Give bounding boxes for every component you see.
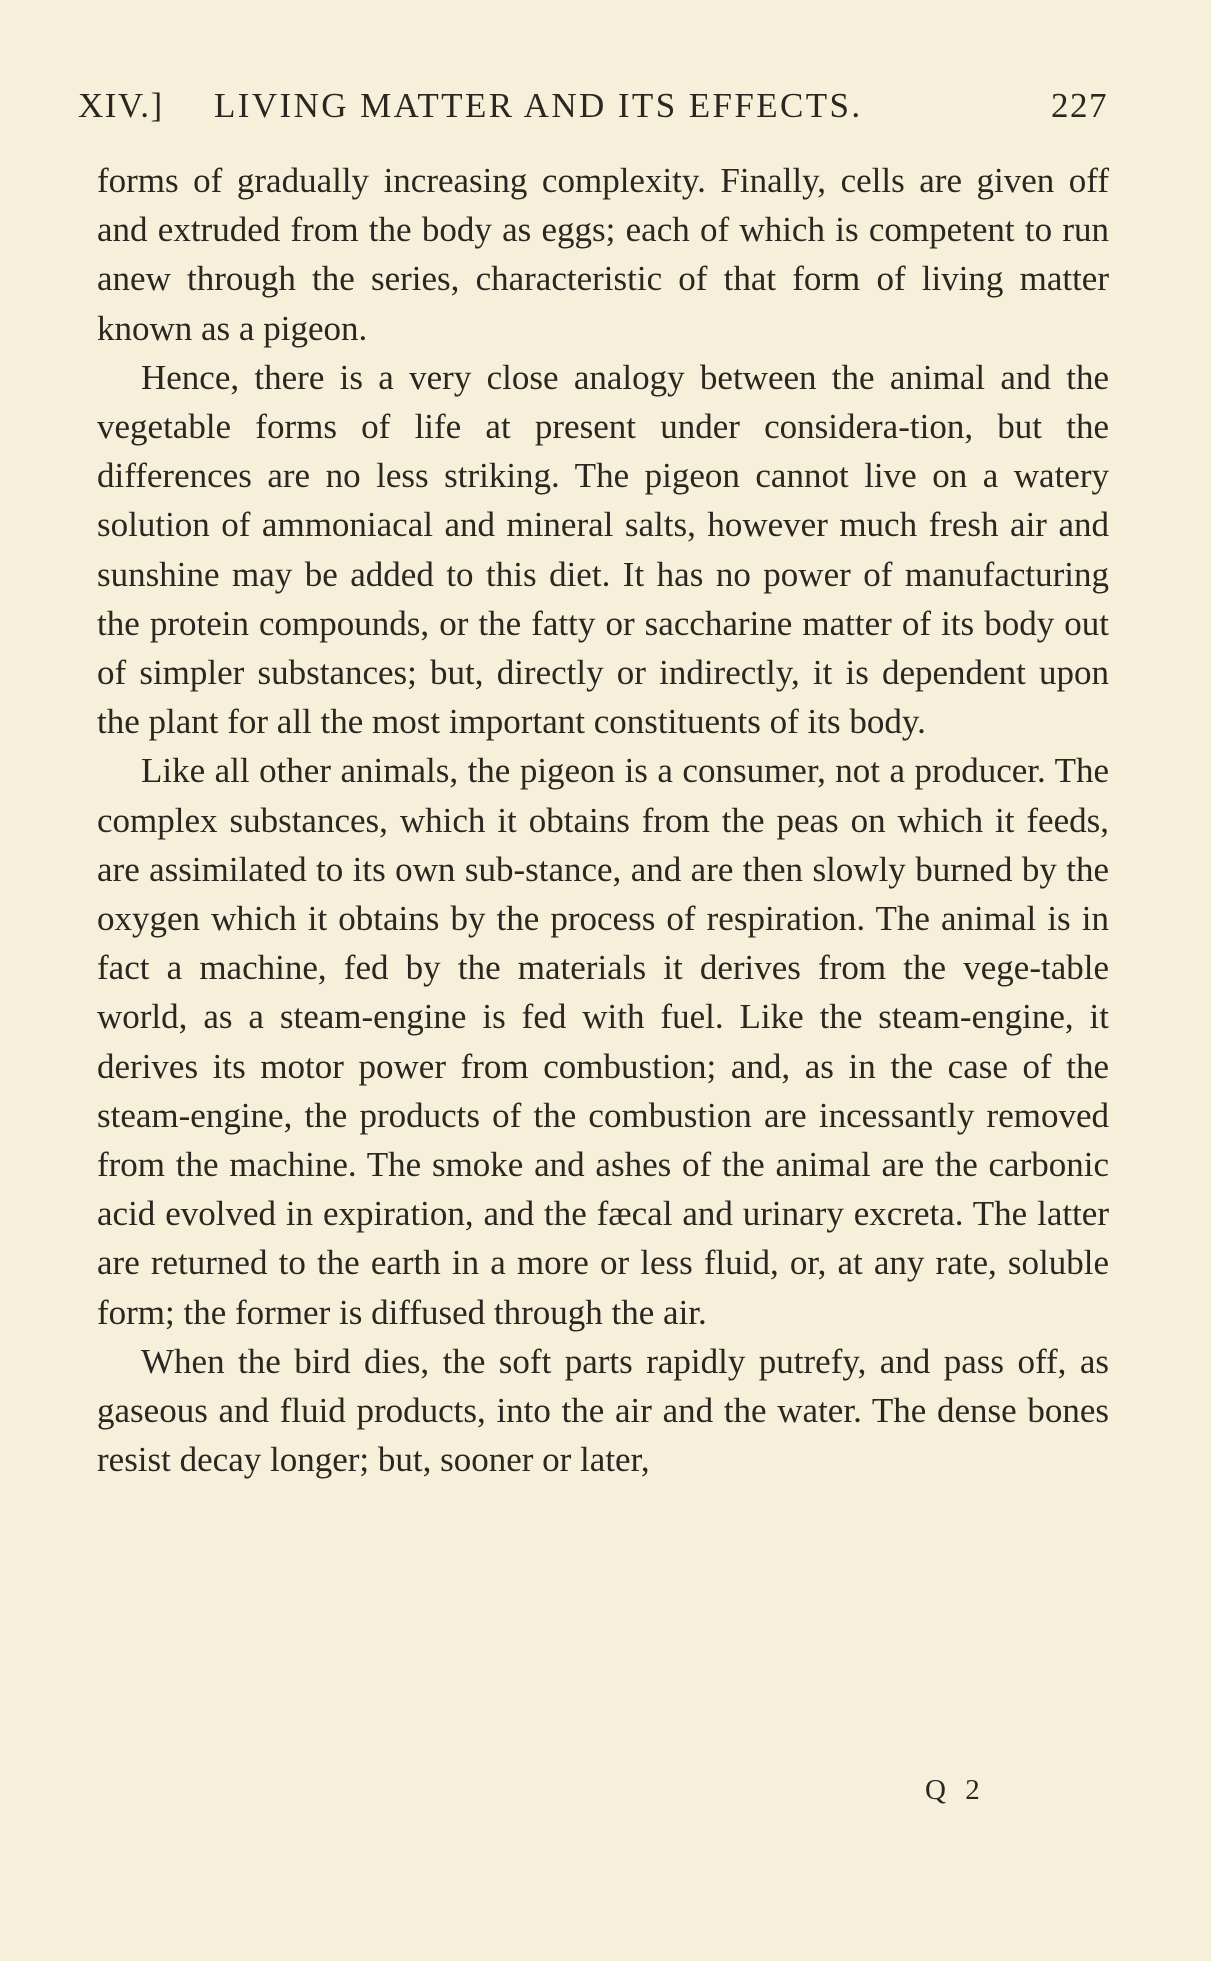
page-title: LIVING MATTER AND ITS EFFECTS. bbox=[214, 86, 863, 125]
paragraph-2: Hence, there is a very close analogy between the animal and the vegetable forms of life at present under considera-tion, but the differences are no less striking. The pigeon cannot live on a watery solution of ammoniacal and mineral salts, however much fresh air and sunshine may be added to this diet. It has no power of manufacturing the protein compounds, or the fatty or saccharine matter of its body out of simpler substances; but, directly or indirectly, it is dependent upon the plant for all the most important constituents of its body. bbox=[97, 357, 1109, 742]
page-number: 227 bbox=[1051, 86, 1108, 125]
chapter-marker: XIV.] bbox=[78, 86, 164, 125]
paragraph-3: Like all other animals, the pigeon is a consumer, not a producer. The complex substances, which it obtains from the peas on which it feeds, are assimilated to its own sub-stance, and are then slowly burned by the oxygen which it obtains by the process of respiration. The animal is in fact a machine, fed by the materials it derives from the vege-table world, as a steam-engine is fed with fuel. Like the steam-engine, it derives its motor power from combustion; and, as in the case of the steam-engine, the products of the combustion are incessantly removed from the machine. The smoke and ashes of the animal are the carbonic acid evolved in expiration, and the fæcal and urinary excreta. The latter are returned to the earth in a more or less fluid, or, at any rate, soluble form; the former is diffused through the air. bbox=[97, 751, 1109, 1332]
running-head bbox=[78, 80, 1108, 132]
body-text bbox=[97, 156, 1109, 1484]
paragraph-1: forms of gradually increasing complexity. Finally, cells are given off and extruded from the body as eggs; each of which is competent to run anew through the series, characteristic of that form of living matter known as a pigeon. bbox=[97, 161, 1109, 348]
paragraph-4: When the bird dies, the soft parts rapidly putrefy, and pass off, as gaseous and fluid products, into the air and the water. The dense bones resist decay longer; but, sooner or later, bbox=[97, 1341, 1109, 1480]
signature-mark: Q 2 bbox=[925, 1774, 986, 1806]
